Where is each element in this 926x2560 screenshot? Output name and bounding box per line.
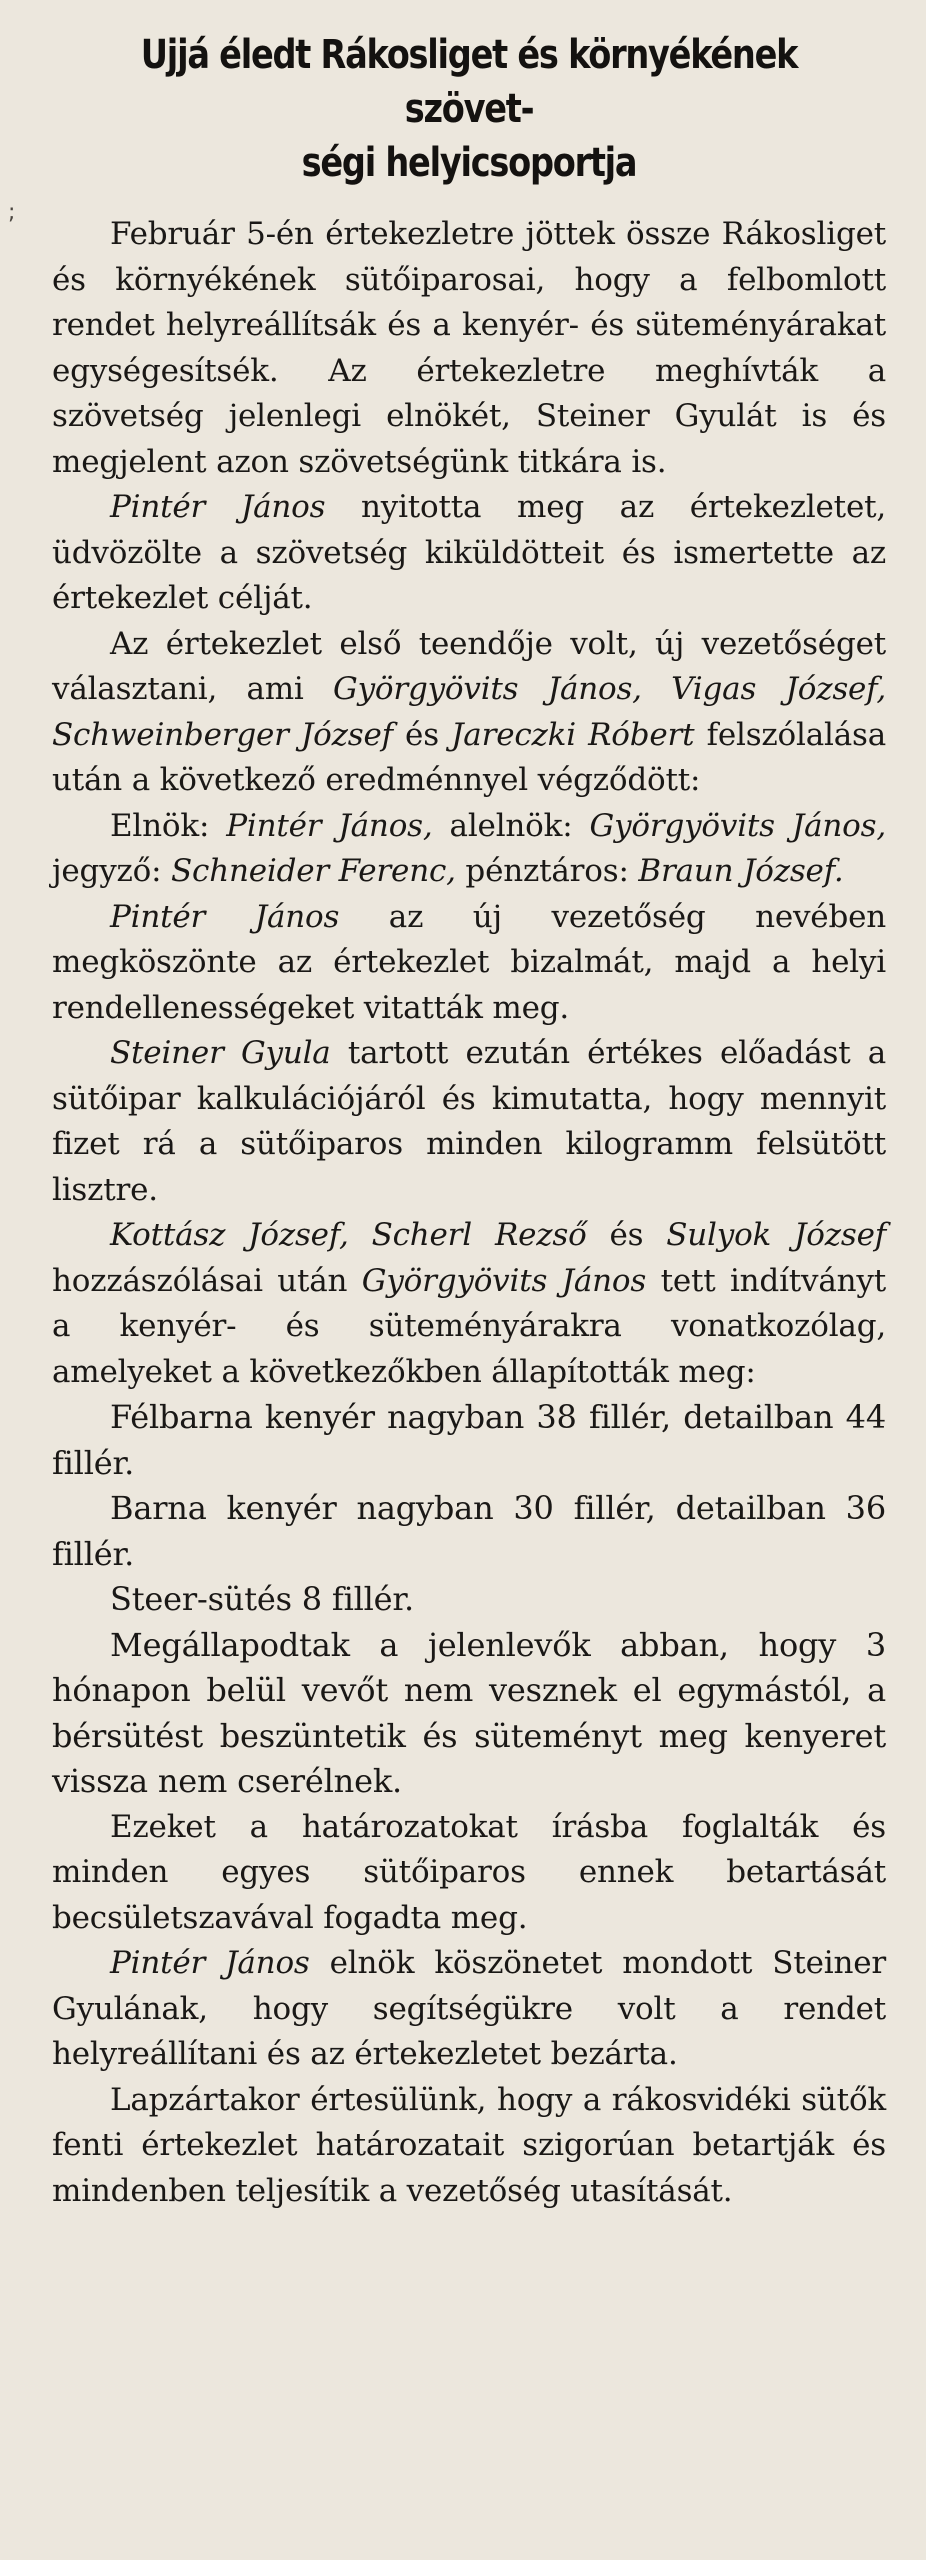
person-names: Györgyövits János, Vigas József, Schweinberger József xyxy=(52,671,887,753)
paragraph-6: Steiner Gyula tartott ezután értékes előadást a sütőipar kalkulációjáról és kimutatta, hogy mennyit fizet rá a sütőiparos minden kilogramm felsütött lisztre. xyxy=(52,1035,887,1208)
person-names: Kottász József, Scherl Rezső xyxy=(110,1217,587,1253)
paragraph-2: Pintér János nyitotta meg az értekezletet, üdvözölte a szövetség kiküldötteit és ismertette az értekezlet célját. xyxy=(52,489,886,616)
article-body xyxy=(52,212,886,2214)
person-name: Steiner Gyula xyxy=(110,1035,331,1071)
paragraph-7: Kottász József, Scherl Rezső és Sulyok József hozzászólásai után Györgyövits János tett indítványt a kenyér- és süteményárakra vonatkozólag, amelyeket a következőkben állapították meg: xyxy=(52,1217,886,1390)
headline-line-2: ségi helyicsoportja xyxy=(301,140,637,186)
paragraph-8: Megállapodtak a jelenlevők abban, hogy 3 hónapon belül vevőt nem vesznek el egymástól, a bérsütést beszüntetik és süteményt meg kenyeret vissza nem cserélnek. xyxy=(52,1625,886,1800)
person-name: Jareczki Róbert xyxy=(451,716,695,753)
price-line-3: Steer-sütés 8 fillér. xyxy=(110,1580,414,1618)
price-line-2: Barna kenyér nagyban 30 fillér, detailban 36 fillér. xyxy=(52,1489,886,1573)
paragraph-5: Pintér János az új vezetőség nevében megköszönte az értekezlet bizalmát, majd a helyi rendellenességeket vitatták meg. xyxy=(52,898,887,1026)
person-name: Györgyövits János xyxy=(361,1262,647,1299)
headline-line-1: Ujjá éledt Rákosliget és környékének szövet- xyxy=(140,32,798,132)
price-line-1: Félbarna kenyér nagyban 38 fillér, detailban 44 fillér. xyxy=(52,1398,886,1482)
person-name: Pintér János xyxy=(110,489,326,525)
person-name: Sulyok József xyxy=(666,1217,886,1253)
article-headline xyxy=(119,28,820,190)
person-name: Pintér János xyxy=(110,1945,310,1981)
vice-president-name: Györgyövits János, xyxy=(589,807,886,844)
paragraph-officers: Elnök: Pintér János, alelnök: Györgyövits János, jegyző: Schneider Ferenc, pénztáros: Braun József. xyxy=(52,807,886,889)
treasurer-name: Braun József. xyxy=(638,853,844,889)
paragraph-10: Pintér János elnök köszönetet mondott Steiner Gyulának, hogy segítségükre volt a rendet helyreállítani és az értekezletet bezárta. xyxy=(52,1945,886,2072)
secretary-name: Schneider Ferenc, xyxy=(171,853,456,889)
paragraph-9: Ezeket a határozatokat írásba foglalták és minden egyes sütőiparos ennek betartását becsületszavával fogadta meg. xyxy=(52,1808,886,1936)
paragraph-3: Az értekezlet első teendője volt, új vezetőséget választani, ami Györgyövits János, Vigas József, Schweinberger József és Jareczki Róbert felszólalása után a következő eredménnyel végződött: xyxy=(52,625,887,798)
person-name: Pintér János xyxy=(110,898,340,935)
president-name: Pintér János, xyxy=(226,807,433,844)
margin-mark: ; xyxy=(8,200,16,225)
paragraph-1: Február 5-én értekezletre jöttek össze Rákosliget és környékének sütőiparosai, hogy a felbomlott rendet helyreállítsák és a kenyér- és süteményárakat egységesítsék. Az értekezletre meghívták a szövetség jelenlegi elnökét, Steiner Gyulát is és megjelent azon szövetségünk titkára is. xyxy=(52,216,886,480)
paragraph-11: Lapzártakor értesülünk, hogy a rákosvidéki sütők fenti értekezlet határozatait szigorúan betartják és mindenben teljesítik a vezetőség utasítását. xyxy=(52,2081,886,2209)
